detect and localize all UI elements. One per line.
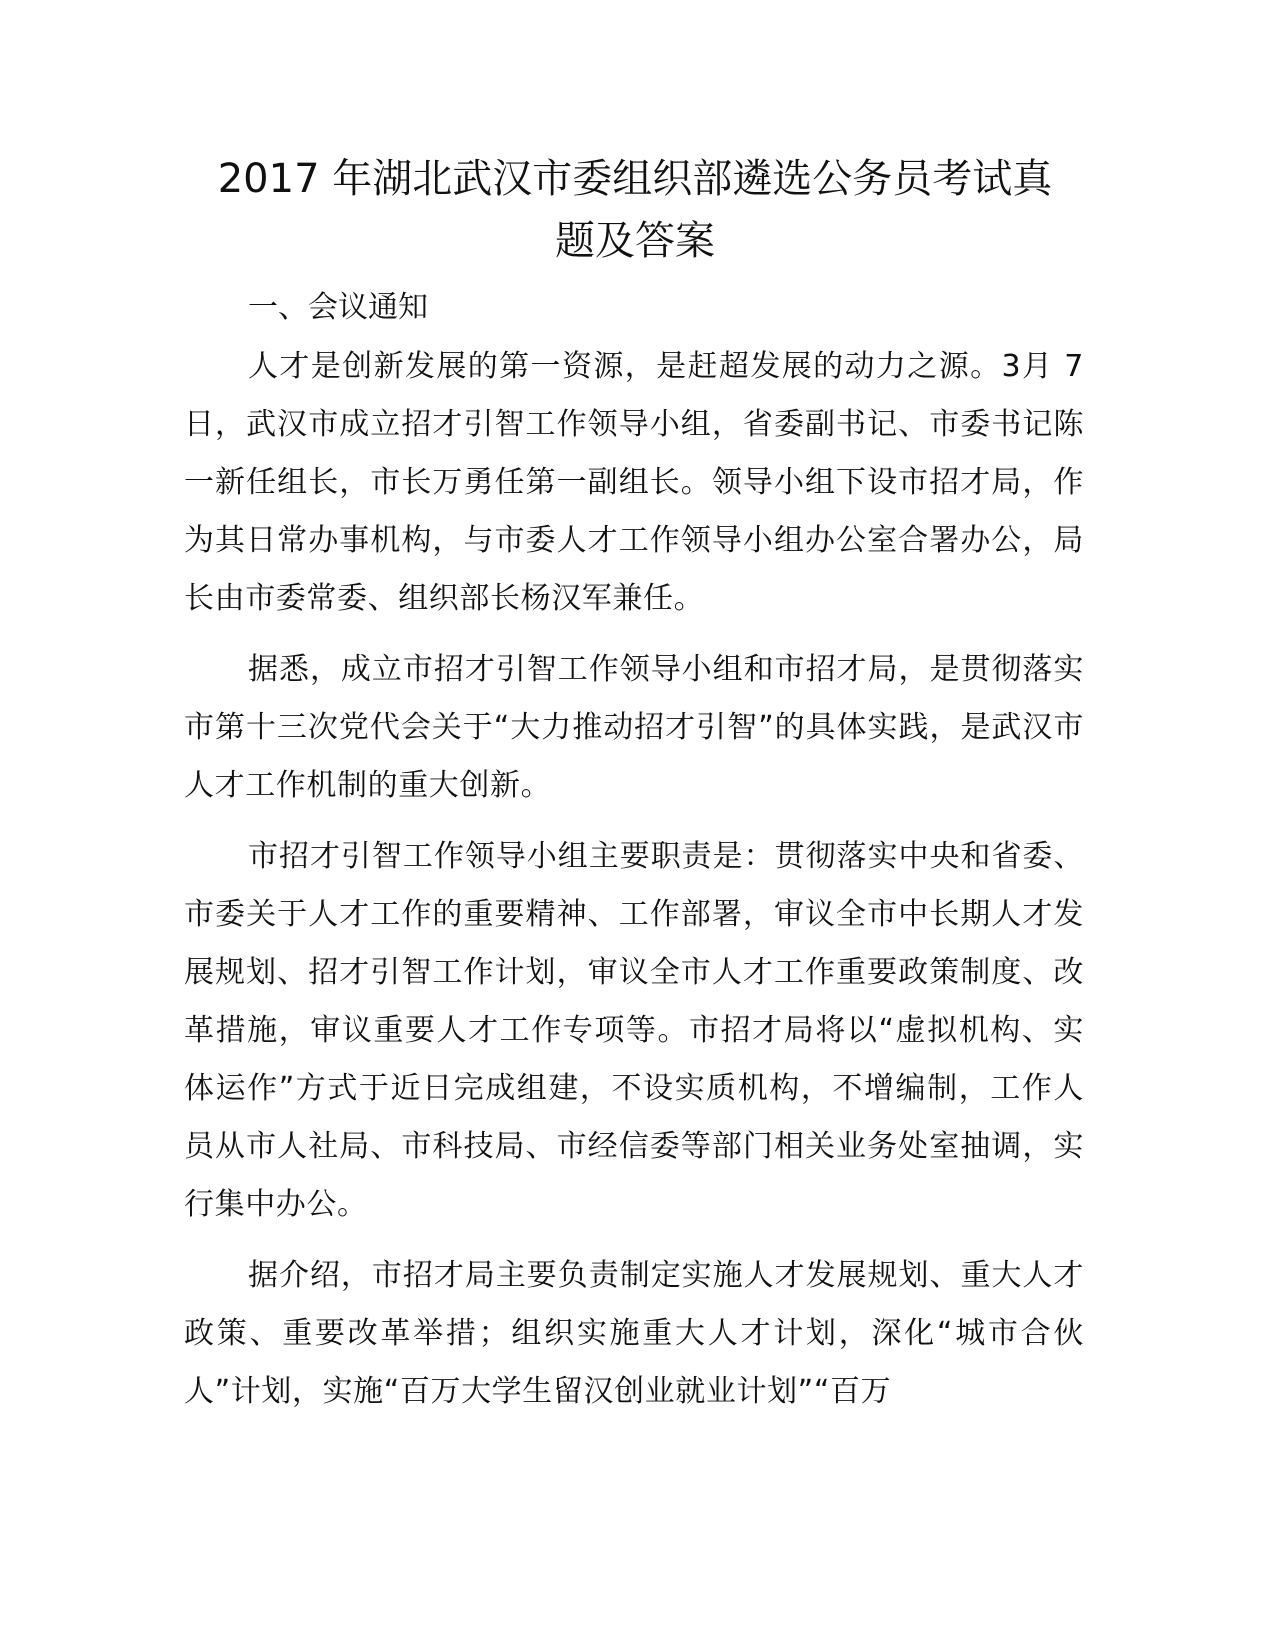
document-title [170, 148, 1100, 272]
section-heading: 一、会议通知 [248, 290, 428, 325]
paragraph-2: 据悉，成立市招才引智工作领导小组和市招才局，是贯彻落实市第十三次党代会关于“大力推动招才引智”的具体实践，是武汉市人才工作机制的重大创新。 [184, 652, 1084, 803]
body-text [184, 338, 1084, 1434]
paragraph-3: 市招才引智工作领导小组主要职责是：贯彻落实中央和省委、市委关于人才工作的重要精神、工作部署，审议全市中长期人才发展规划、招才引智工作计划，审议全市人才工作重要政策制度、改革措施，审议重要人才工作专项等。市招才局将以“虚拟机构、实体运作”方式于近日完成组建，不设实质机构，不增编制，工作人员从市人社局、市科技局、市经信委等部门相关业务处室抽调，实行集中办公。 [184, 839, 1084, 1222]
paragraph-1: 人才是创新发展的第一资源，是赶超发展的动力之源。3月 7 日，武汉市成立招才引智工作领导小组，省委副书记、市委书记陈一新任组长，市长万勇任第一副组长。领导小组下设市招才局，作为其日常办事机构，与市委人才工作领导小组办公室合署办公，局长由市委常委、组织部长杨汉军兼任。 [184, 349, 1084, 616]
title-line-2: 题及答案 [555, 218, 715, 264]
paragraph-4: 据介绍，市招才局主要负责制定实施人才发展规划、重大人才政策、重要改革举措；组织实施重大人才计划，深化“城市合伙人”计划，实施“百万大学生留汉创业就业计划”“百万 [184, 1258, 1084, 1409]
title-line-1: 2017 年湖北武汉市委组织部遴选公务员考试真 [217, 156, 1053, 202]
